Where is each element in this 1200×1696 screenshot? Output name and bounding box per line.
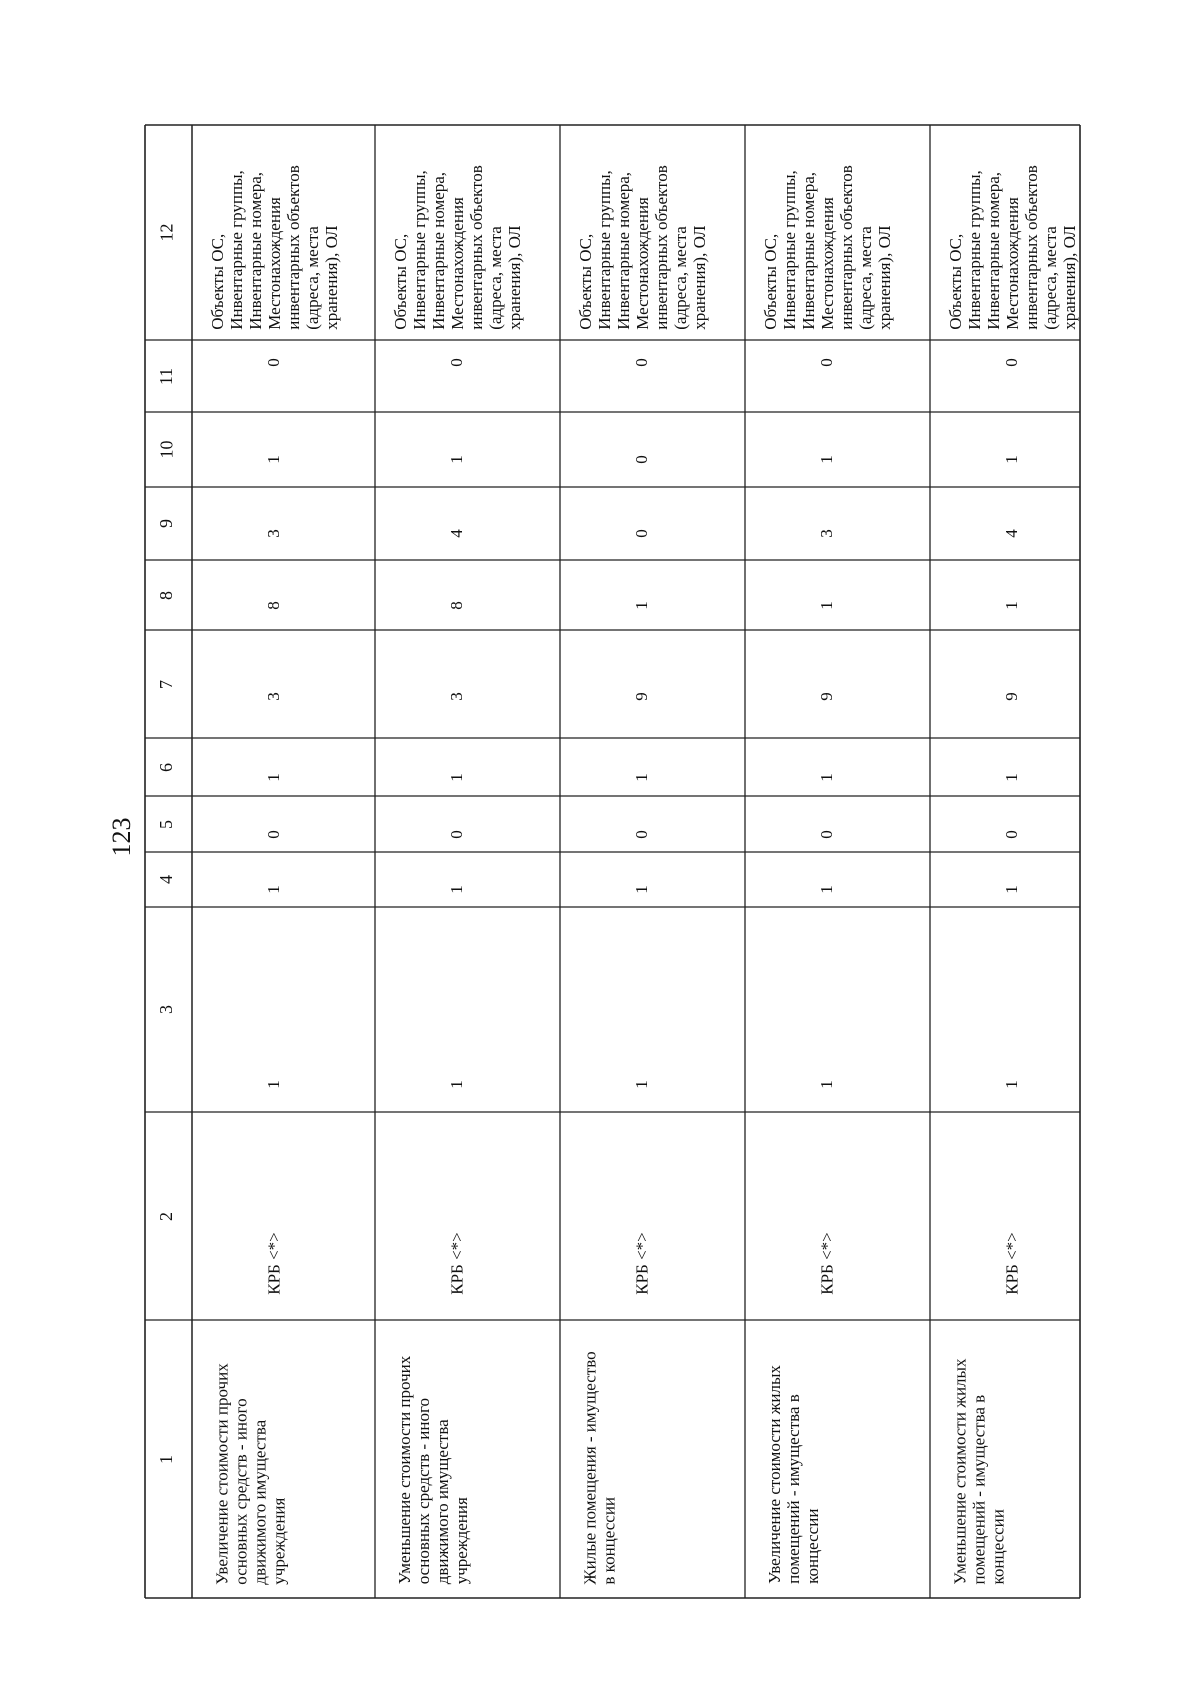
row-3-basis: КРБ <*> — [632, 1231, 652, 1295]
column-header-1: 1 — [156, 1454, 176, 1464]
row-2-col-7: 3 — [446, 691, 466, 701]
row-3-col-8: 1 — [631, 600, 651, 610]
row-1-name: Увеличение стоимости прочих основных средств - иного движимого имущества учреждения — [212, 1362, 289, 1585]
column-header-5: 5 — [156, 819, 176, 829]
row-5-name: Уменьшение стоимости жилых помещений - имущества в концессии — [949, 1358, 1007, 1584]
row-5-col-4: 1 — [1001, 885, 1021, 894]
row-4-name: Увеличение стоимости жилых помещений - имущества в концессии — [764, 1365, 822, 1584]
row-3-name: Жилые помещения - имущество в концессии — [580, 1350, 619, 1585]
row-5-col-5: 0 — [1001, 829, 1021, 839]
row-2-col-10: 1 — [446, 455, 466, 464]
row-5-col-10: 1 — [1001, 455, 1021, 464]
row-1-col-4: 1 — [263, 885, 283, 894]
row-5-col-3: 1 — [1001, 1079, 1021, 1089]
row-4-col-10: 1 — [816, 455, 836, 464]
row-1-col-10: 1 — [263, 455, 283, 464]
row-5-col-11: 0 — [1001, 357, 1021, 367]
row-2-basis: КРБ <*> — [447, 1231, 467, 1295]
row-1-col-3: 1 — [263, 1079, 283, 1089]
column-header-8: 8 — [156, 590, 176, 600]
row-3-col-3: 1 — [631, 1079, 651, 1089]
row-4-col-3: 1 — [816, 1079, 836, 1089]
row-4-basis: КРБ <*> — [817, 1231, 837, 1295]
page-number: 123 — [107, 817, 136, 857]
row-4-col-8: 1 — [816, 600, 836, 610]
row-3-col-7: 9 — [631, 691, 651, 701]
column-header-9: 9 — [156, 519, 176, 528]
row-5-col-6: 1 — [1001, 772, 1021, 782]
row-3-col-6: 1 — [631, 772, 651, 782]
row-3-col-11: 0 — [631, 357, 651, 367]
row-5-col-7: 9 — [1001, 691, 1021, 701]
row-1-col-8: 8 — [263, 600, 283, 610]
row-1-col-11: 0 — [263, 357, 283, 367]
column-header-10: 10 — [156, 440, 176, 459]
row-2-col-9: 4 — [446, 529, 466, 538]
row-4-objects: Объекты ОС, Инвентарные группы, Инвентарные номера, Местонахождения инвентарных объектов (адреса, места хранения), ОЛ — [760, 165, 894, 330]
row-3-col-4: 1 — [631, 885, 651, 894]
row-1-basis: КРБ <*> — [264, 1231, 284, 1295]
row-3-col-9: 0 — [631, 529, 651, 538]
row-2-col-11: 0 — [446, 357, 466, 367]
row-5-col-8: 1 — [1001, 600, 1021, 610]
row-1-col-6: 1 — [263, 772, 283, 782]
column-header-12: 12 — [156, 223, 176, 242]
row-3-objects: Объекты ОС, Инвентарные группы, Инвентарные номера, Местонахождения инвентарных объектов (адреса, места хранения), ОЛ — [575, 165, 709, 330]
row-1-col-7: 3 — [263, 691, 283, 701]
row-2-col-5: 0 — [446, 829, 466, 839]
row-4-col-11: 0 — [816, 357, 836, 367]
row-2-col-6: 1 — [446, 772, 466, 782]
row-4-col-4: 1 — [816, 885, 836, 894]
column-header-2: 2 — [156, 1211, 176, 1221]
row-5-col-9: 4 — [1001, 529, 1021, 538]
row-2-col-3: 1 — [446, 1079, 466, 1089]
column-header-11: 11 — [156, 367, 177, 385]
row-2-col-8: 8 — [446, 600, 466, 610]
row-4-col-9: 3 — [816, 529, 836, 538]
column-header-4: 4 — [156, 875, 176, 884]
row-4-col-6: 1 — [816, 772, 836, 782]
row-5-objects: Объекты ОС, Инвентарные группы, Инвентарные номера, Местонахождения инвентарных объектов (адреса, места хранения), ОЛ — [945, 165, 1079, 330]
row-3-col-10: 0 — [631, 455, 651, 464]
row-5-basis: КРБ <*> — [1002, 1231, 1022, 1295]
row-1-col-5: 0 — [263, 829, 283, 839]
column-header-6: 6 — [156, 762, 176, 772]
row-3-col-5: 0 — [631, 829, 651, 839]
row-2-col-4: 1 — [446, 885, 466, 894]
column-header-3: 3 — [156, 1005, 176, 1014]
row-2-objects: Объекты ОС, Инвентарные группы, Инвентарные номера, Местонахождения инвентарных объектов (адреса, места хранения), ОЛ — [390, 165, 524, 330]
row-1-objects: Объекты ОС, Инвентарные группы, Инвентарные номера, Местонахождения инвентарных объектов (адреса, места хранения), ОЛ — [207, 165, 341, 330]
row-2-name: Уменьшение стоимости прочих основных средств - иного движимого имущества учреждения — [395, 1355, 472, 1585]
column-header-7: 7 — [156, 679, 176, 689]
row-4-col-7: 9 — [816, 691, 836, 701]
row-1-col-9: 3 — [263, 529, 283, 538]
row-4-col-5: 0 — [816, 829, 836, 839]
